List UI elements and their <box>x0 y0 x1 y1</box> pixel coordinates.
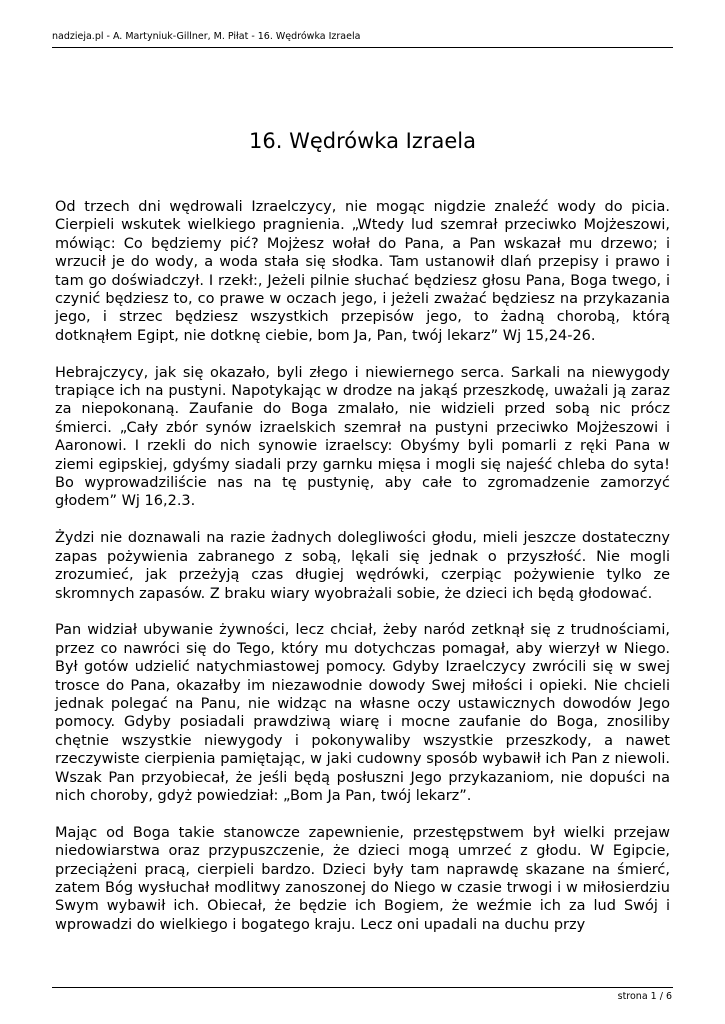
paragraph: Mając od Boga takie stanowcze zapewnienie, przestępstwem był wielki przejaw niedowiarstwa oraz przypuszczenie, że dzieci mogą umrzeć z głodu. W Egipcie, przeciążeni pracą, cierpieli bardzo. Dzieci były tam naprawdę skazane na śmierć, zatem Bóg wysłuchał modlitwy zanoszonej do Niego w czasie trwogi i w miłosierdziu Swym wybawił ich. Obiecał, że będzie ich Bogiem, że weźmie ich za lud Swój i wprowadzi do wielkiego i bogatego kraju. Lecz oni upadali na duchu przy <box>55 824 670 933</box>
page-number: strona 1 / 6 <box>617 991 672 1002</box>
paragraph: Od trzech dni wędrowali Izraelczycy, nie mogąc nigdzie znaleźć wody do picia. Cierpieli wskutek wielkiego pragnienia. „Wtedy lud szemrał przeciwko Mojżeszowi, mówiąc: Co będziemy pić? Mojżesz wołał do Pana, a Pan wskazał mu drzewo; i wrzucił je do wody, a woda stała się słodka. Tam ustanowił dlań przepisy i prawo i tam go doświadczył. I rzekł:, Jeżeli pilnie słuchać będziesz głosu Pana, Boga twego, i czynić będziesz to, co prawe w oczach jego, i jeżeli zważać będziesz na przykazania jego, i strzec będziesz wszystkich przepisów jego, to żadną chorobą, którą dotknąłem Egipt, nie dotknę ciebie, bom Ja, Pan, twój lekarz” Wj 15,24-26. <box>55 199 670 344</box>
paragraph: Żydzi nie doznawali na razie żadnych dolegliwości głodu, mieli jeszcze dostateczny zapas pożywienia zabranego z sobą, lękali się jednak o przyszłość. Nie mogli zrozumieć, jak przeżyją czas długiej wędrówki, czerpiąc pożywienie tylko ze skromnych zapasów. Z braku wiary wyobrażali sobie, że dzieci ich będą głodować. <box>55 530 670 602</box>
paragraph: Hebrajczycy, jak się okazało, byli złego i niewiernego serca. Sarkali na niewygody trapiące ich na pustyni. Napotykając w drodze na jakąś przeszkodę, uważali ją zaraz za niepokonaną. Zaufanie do Boga zmalało, nie widzieli przed sobą nic prócz śmierci. „Cały zbór synów izraelskich szemrał na pustyni przeciwko Mojżeszowi i Aaronowi. I rzekli do nich synowie izraelscy: Obyśmy byli pomarli z ręki Pana w ziemi egipskiej, gdyśmy siadali przy garnku mięsa i mogli się najeść chleba do syta! Bo wyprowadziliście nas na tę pustynię, aby całe to zgromadzenie zamorzyć głodem” Wj 16,2.3. <box>55 364 670 510</box>
document-body <box>55 198 670 953</box>
footer-divider <box>52 987 673 988</box>
page-title: 16. Wędrówka Izraela <box>249 129 476 154</box>
paragraph: Pan widział ubywanie żywności, lecz chciał, żeby naród zetknął się z trudnościami, przez co nawróci się do Tego, który mu dotychczas pomagał, aby wierzył w Niego. Był gotów udzielić natychmiastowej pomocy. Gdyby Izraelczycy zwrócili się w swej trosce do Pana, okazałby im niezawodnie dowody Swej miłości i opieki. Nie chcieli jednak polegać na Panu, nie widząc na własne oczy ustawicznych dowodów Jego pomocy. Gdyby posiadali prawdziwą wiarę i mocne zaufanie do Boga, znosiliby chętnie wszystkie niewygody i pokonywaliby wszystkie przeszkody, a nawet rzeczywiste cierpienia pamiętając, w jaki cudowny sposób wybawił ich Pan z niewoli. Wszak Pan przyobiecał, że jeśli będą posłuszni Jego przykazaniom, nie dopuści na nich choroby, gdyż powiedział: „Bom Ja Pan, twój lekarz”. <box>55 622 670 804</box>
header-divider <box>52 47 673 48</box>
page-header: nadzieja.pl - A. Martyniuk-Gillner, M. Piłat - 16. Wędrówka Izraela <box>52 31 361 42</box>
